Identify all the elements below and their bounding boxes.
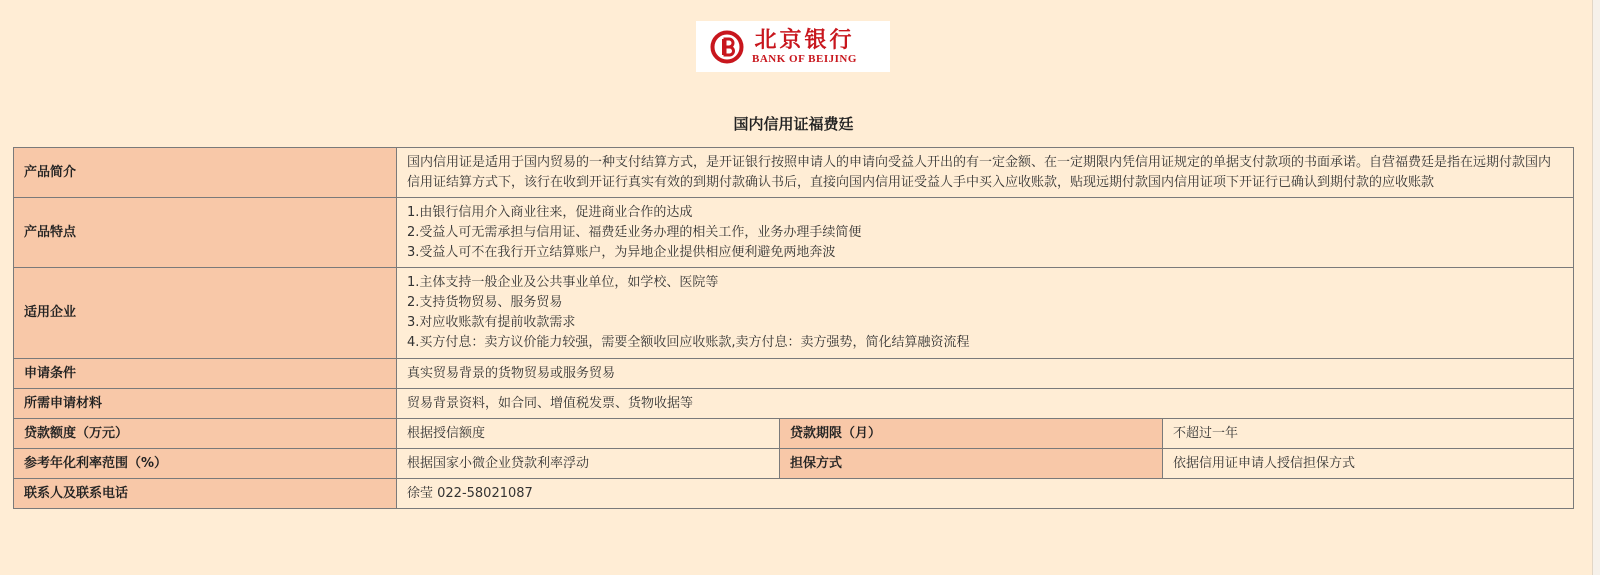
applicable-item: 3.对应收账款有提前收款需求 [407,315,576,330]
applicable-item: 2.支持货物贸易、服务贸易 [407,295,563,310]
materials-value: 贸易背景资料，如合同、增值税发票、货物收据等 [397,389,1574,419]
intro-value [397,148,1574,198]
rate-label: 参考年化利率范围（%） [14,449,397,479]
feature-item: 3.受益人可不在我行开立结算账户，为异地企业提供相应便利避免两地奔波 [407,244,836,260]
intro-text: 国内信用证是适用于国内贸易的一种支付结算方式，是开证银行按照申请人的申请向受益人开出的有一定金额、在一定期限内凭信用证规定的单据支付款项的书面承诺。自营福费廷是指在远期付款国内信用证结算方式下，该行在收到开证行真实有效的到期付款确认书后，直接向国内信用证受益人手中买入应收账款，贴现远期付款国内信用证项下开证行已确认到期付款的应收账款 [407,154,1552,190]
features-label: 产品特点 [14,198,397,268]
table-row-contact [14,479,1574,509]
feature-item: 1.由银行信用介入商业往来，促进商业合作的达成 [407,204,693,220]
conditions-label: 申请条件 [14,359,397,389]
window-right-edge [1592,0,1600,575]
conditions-value: 真实贸易背景的货物贸易或服务贸易 [397,359,1574,389]
term-value: 不超过一年 [1163,419,1574,449]
table-row-features [14,198,1574,268]
table-row-materials [14,389,1574,419]
table-row-rate-guarantee [14,449,1574,479]
rate-value: 根据国家小微企业贷款利率浮动 [397,449,780,479]
logo-chinese-name: 北京银行 [754,27,855,53]
amount-label: 贷款额度（万元） [14,419,397,449]
bank-logo [696,21,890,72]
guarantee-label: 担保方式 [780,449,1163,479]
feature-item: 2.受益人可无需承担与信用证、福费廷业务办理的相关工作，业务办理手续简便 [407,224,862,240]
page-title: 国内信用证福费廷 [733,115,854,133]
applicable-item: 1.主体支持一般企业及公共事业单位，如学校、医院等 [407,275,719,290]
table-row-conditions [14,359,1574,389]
guarantee-value: 依据信用证申请人授信担保方式 [1163,449,1574,479]
logo-text [752,27,857,66]
term-label: 贷款期限（月） [780,419,1163,449]
features-value [397,198,1574,268]
table-row-amount-term [14,419,1574,449]
table-row-applicable [14,268,1574,359]
contact-label: 联系人及联系电话 [14,479,397,509]
applicable-value [397,268,1574,359]
product-info-table [13,147,1574,509]
logo-english-name: BANK OF BEIJING [752,53,857,65]
applicable-label: 适用企业 [14,268,397,359]
amount-value: 根据授信额度 [397,419,780,449]
materials-label: 所需申请材料 [14,389,397,419]
intro-label: 产品简介 [14,148,397,198]
applicable-item: 4.买方付息：卖方议价能力较强，需要全额收回应收账款,卖方付息：卖方强势，简化结算融资流程 [407,335,970,350]
bank-of-beijing-logo-icon [710,30,744,64]
contact-value: 徐莹 022-58021087 [397,479,1574,509]
table-row-intro [14,148,1574,198]
